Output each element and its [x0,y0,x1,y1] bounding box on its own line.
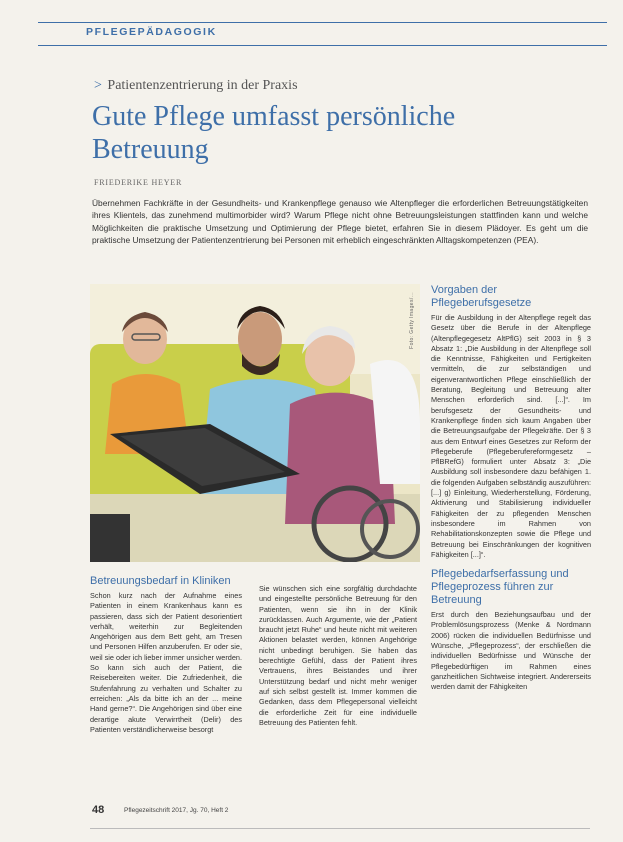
kicker-arrow-icon: > [94,78,102,93]
column-right-text-2: Erst durch den Beziehungsaufbau und der Problemlösungsprozess (Menke & Nordmann 2006) rücken die individuellen Bedürfnisse und Wünsche, „Pflegeprozess“, der erschließen die individuellen Bedürfnisse und Wünsche der Pflegebedürftigen im Rahmen eines ganzheitlichen Sichtweise integriert. Andererseits werden damit der Fähigkeiten [431,610,591,692]
column-middle-text: Sie wünschen sich eine sorgfältig durchdachte und eingestellte persönliche Betreuung für den Patienten, wenn sie ihn in der Klinik zurücklassen. Auch Argumente, wie der „Patient braucht jetzt Ruhe“ und heute nicht mit weiteren Aktionen belastet werden, können Angehörige nicht unbedingt beruhigen. Sie haben das berechtigte Gefühl, dass der Patient ihres Vertrauens, ihres Beistandes und ihrer Unterstützung bedarf und nicht mehr weniger auf sich selbst gestellt ist. Immer kommen die Gedanken, dass dem Pflegepersonal vielleicht die erforderliche Zeit für eine individuelle Betreuung des Patienten fehlt. [259,584,417,727]
photo-credit: Foto: Getty Images/... [409,292,415,349]
subheading-betreuungsbedarf: Betreuungsbedarf in Kliniken [90,575,231,587]
footer-divider [90,828,590,829]
article-photo [90,284,420,562]
column-left [90,575,242,797]
subheading-vorgaben: Vorgaben der Pflegeberufsgesetze [431,284,532,309]
lead-paragraph: Übernehmen Fachkräfte in der Gesundheits- und Krankenpflege genauso wie Altenpfleger die erforderlichen Betreuungstätigkeiten ihres Klientels, das zunehmend multimorbider wird? Warum Pflege nicht ohne Betreuungsleistungen stattfinden kann und welche Möglichkeiten die praktische Umsetzung und Optimierung der Pflege bietet, erfahren Sie in diesem Plädoyer. Es geht um die praktische Umsetzung der Patientenzentrierung bei Personen mit erheblich eingeschränkten Alltagskompetenzen (PEA). [92,198,588,246]
page-number: 48 [92,804,105,816]
section-label: PFLEGEPÄDAGOGIK [86,26,217,38]
journal-citation: Pflegezeitschrift 2017, Jg. 70, Heft 2 [124,807,229,814]
author: FRIEDERIKE HEYER [94,178,183,187]
column-middle [259,584,417,797]
column-right-text-1: Für die Ausbildung in der Altenpflege regelt das Gesetz über die Berufe in der Altenpflege (Altenpflegegesetz AltPflG) seit 2003 in § 3 Absatz 1: „Die Ausbildung in der Altenpflege soll die Kenntnisse, Fähigkeiten und Fertigkeiten vermitteln, die zur selbständigen und eigenverantwortlichen Pflege einschließlich der Beratung, Begleitung und Betreuung alter Menschen erforderlich sind. [...]“. Im berufsgesetz der Gesundheits- und Krankenpflege finden sich kaum Angaben über die Betreuungsaufgabe der Pflegekräfte. Der § 3 aus dem Entwurf eines Gesetzes zur Reform der Pflegeberufe (Pflegeberufereformgesetz – PflBRefG) formuliert unter Absatz 3: „Die Ausbildung soll insbesondere dazu befähigen 1. die folgenden Aufgaben selbständig auszuführen: [...] g) Einleitung, Wiederherstellung, Förderung, Aktivierung und Stabilisierung individueller Fähigkeiten der zu pflegenden Menschen insbesondere im Rahmen von Rehabilitationskonzepten sowie die Pflege und Betreuung bei Einschränkungen der kognitiven Fähigkeiten [...]“. [431,313,591,559]
article-headline: Gute Pflege umfasst persönliche Betreuung [92,101,456,165]
subheading-pflegebedarfserfassung: Pflegebedarfserfassung und Pflegeprozess führen zur Betreuung [431,568,569,607]
column-right [431,284,591,797]
kicker-text: Patientenzentrierung in der Praxis [107,78,298,93]
kicker [94,78,298,94]
column-left-text: Schon kurz nach der Aufnahme eines Patienten in einem Krankenhaus kann es passieren, dass sich der Patient desorientiert verhält, weiterhin zur Begleitenden Angehörigen aus dem Bett geht, am Tresen und Personen Hilfen anzuberufen. Er oder sie, weil sie oder ich lieber immer unsicher werden. So kann sich auch der Patient, die Reisebereiten weiter. Die Zufriedenheit, die Stufenfahrung zu verhalten und Schalter zu erreichen: „Als da bitte ich an der ... meine Hand gerne?“. Die Angehörigen sind über eine derartige akute Verwirrtheit (Delir) des Patienten verständlicherweise besorgt [90,591,242,734]
section-header-band [38,22,607,46]
photo-illustration [90,284,420,562]
